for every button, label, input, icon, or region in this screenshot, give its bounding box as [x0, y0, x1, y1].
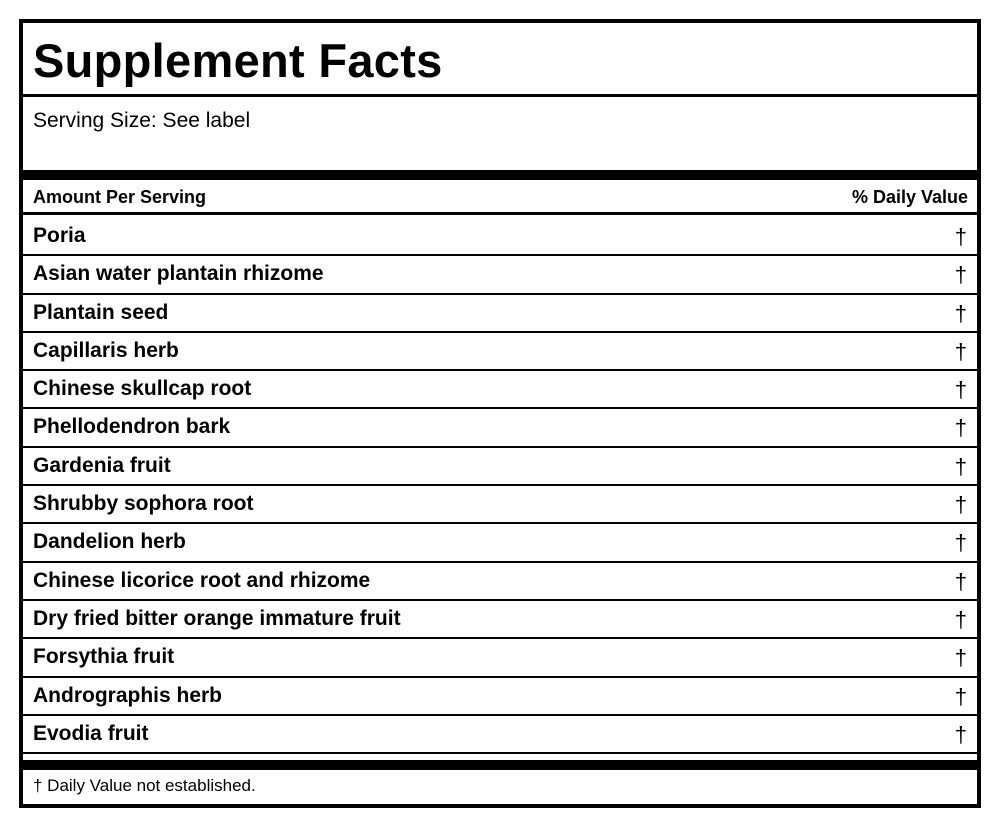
ingredient-name: Chinese skullcap root [33, 377, 252, 401]
ingredient-name: Andrographis herb [33, 683, 223, 707]
ingredient-row [23, 218, 977, 256]
dagger-symbol: † [954, 492, 967, 518]
thick-divider-bottom [23, 760, 977, 770]
dagger-symbol: † [954, 338, 967, 364]
footnote: † Daily Value not established. [33, 776, 256, 795]
column-header-row [23, 180, 977, 215]
ingredient-row [23, 409, 977, 447]
ingredient-name: Forsythia fruit [33, 645, 175, 669]
ingredient-name: Dry fried bitter orange immature fruit [33, 606, 401, 630]
amount-per-serving-header: Amount Per Serving [33, 187, 207, 207]
dagger-symbol: † [954, 453, 967, 479]
ingredient-name: Evodia fruit [33, 721, 149, 745]
ingredient-name: Poria [33, 224, 86, 247]
ingredient-row [23, 486, 977, 524]
dagger-symbol: † [954, 262, 967, 288]
dagger-symbol: † [954, 606, 967, 632]
dagger-symbol: † [954, 224, 967, 249]
ingredient-row [23, 678, 977, 716]
ingredient-row [23, 371, 977, 409]
daily-value-header: % Daily Value [851, 187, 968, 207]
supplement-facts-label [19, 19, 981, 808]
thick-divider-top [23, 170, 977, 180]
ingredient-list [23, 218, 977, 754]
ingredient-name: Asian water plantain rhizome [33, 262, 324, 286]
ingredient-name: Shrubby sophora root [33, 492, 254, 516]
ingredient-row [23, 448, 977, 486]
dagger-symbol: † [954, 683, 967, 709]
title-row [23, 23, 977, 97]
ingredient-row [23, 295, 977, 333]
dagger-symbol: † [954, 721, 967, 747]
ingredient-row [23, 716, 977, 754]
ingredient-row [23, 524, 977, 562]
dagger-symbol: † [954, 415, 967, 441]
dagger-symbol: † [954, 530, 967, 556]
ingredient-row [23, 256, 977, 294]
ingredient-name: Gardenia fruit [33, 453, 171, 477]
label-title: Supplement Facts [33, 34, 443, 87]
ingredient-name: Dandelion herb [33, 530, 186, 554]
serving-size-row [23, 100, 977, 170]
ingredient-row [23, 563, 977, 601]
ingredient-row [23, 639, 977, 677]
ingredient-name: Plantain seed [33, 300, 169, 324]
dagger-symbol: † [954, 300, 967, 326]
ingredient-row [23, 601, 977, 639]
ingredient-row [23, 333, 977, 371]
dagger-symbol: † [954, 377, 967, 403]
ingredient-name: Phellodendron bark [33, 415, 231, 439]
dagger-symbol: † [954, 568, 967, 594]
ingredient-name: Capillaris herb [33, 338, 179, 362]
ingredient-name: Chinese licorice root and rhizome [33, 568, 371, 592]
serving-size: Serving Size: See label [33, 109, 251, 132]
dagger-symbol: † [954, 645, 967, 671]
